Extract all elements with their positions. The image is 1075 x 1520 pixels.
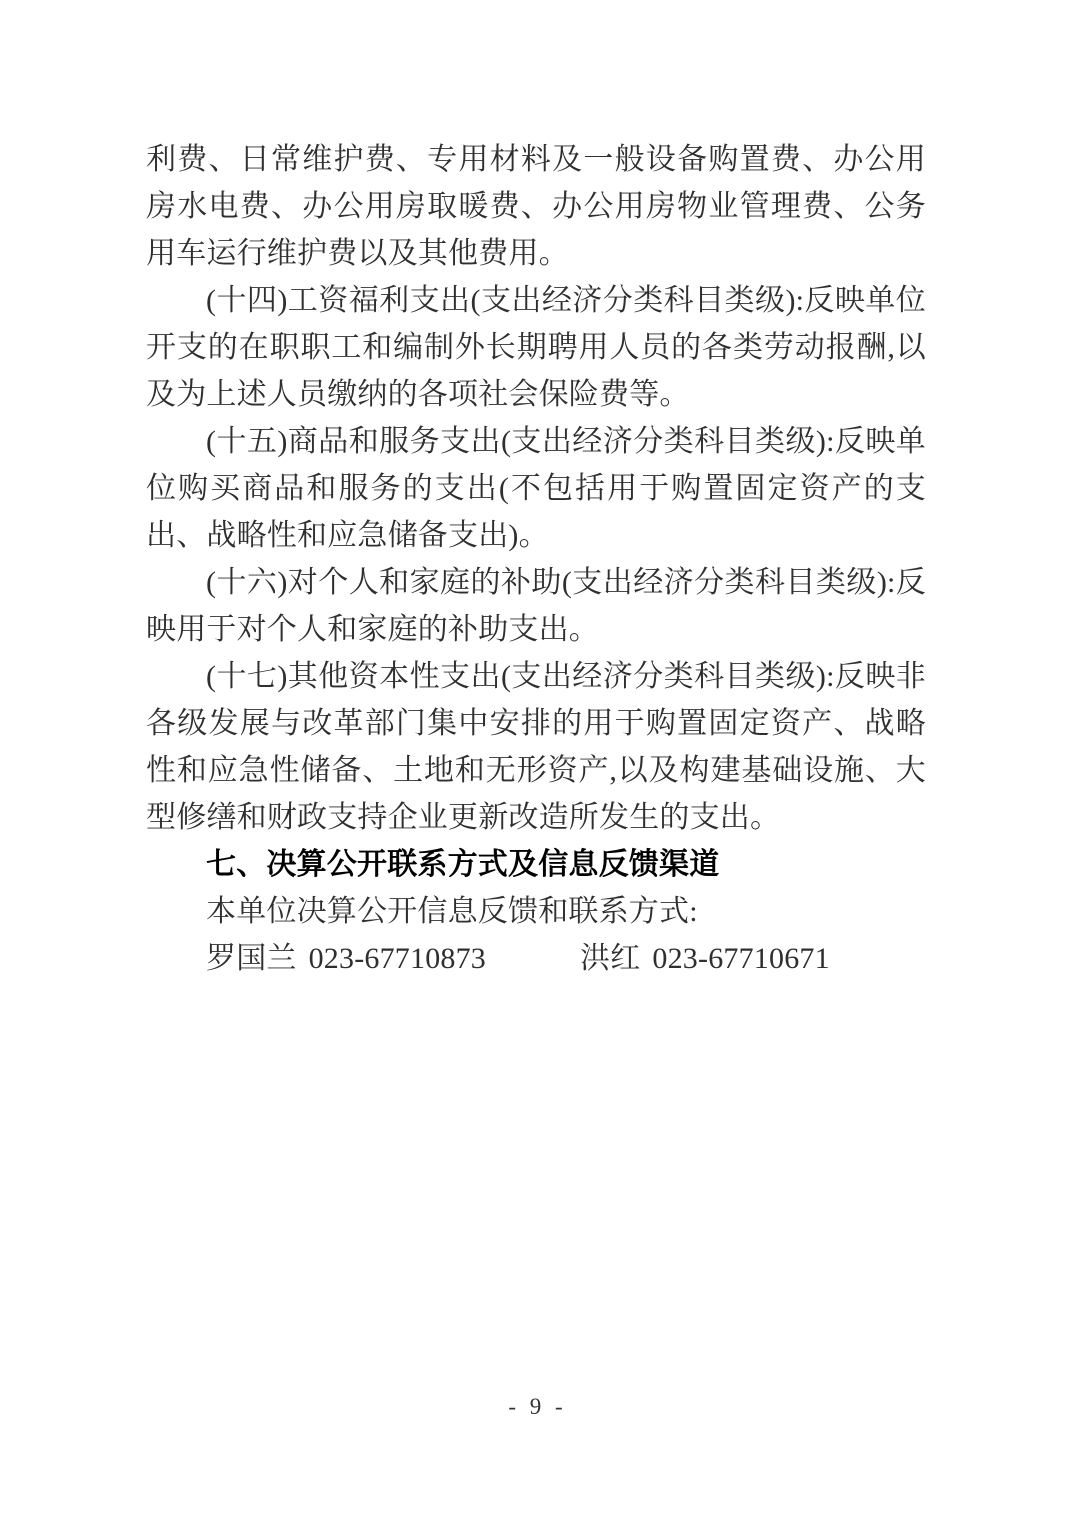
- document-body: [146, 136, 926, 982]
- contact-1-name: 罗国兰: [206, 942, 297, 975]
- contact-line: [146, 935, 926, 982]
- contact-1-phone: 023-67710873: [308, 942, 486, 975]
- page-footer: [0, 1392, 1075, 1422]
- contact-2-name: 洪红: [580, 942, 641, 975]
- paragraph-item-15-goods-services: (十五)商品和服务支出(支出经济分类科目类级):反映单位购买商品和服务的支出(不包括用于购置固定资产的支出、战略性和应急储备支出)。: [146, 425, 926, 552]
- paragraph-item-16-individual-family-subsidy: (十六)对个人和家庭的补助(支出经济分类科目类级):反映用于对个人和家庭的补助支出。: [146, 566, 926, 646]
- section-heading-contact-channels: 七、决算公开联系方式及信息反馈渠道: [206, 848, 720, 881]
- contact-2-phone: 023-67710671: [652, 942, 830, 975]
- contact-intro-line: 本单位决算公开信息反馈和联系方式:: [206, 895, 698, 928]
- page-number: - 9 -: [508, 1394, 567, 1419]
- paragraph-expense-continuation: 利费、日常维护费、专用材料及一般设备购置费、办公用房水电费、办公用房取暖费、办公用房物业管理费、公务用车运行维护费以及其他费用。: [146, 143, 926, 270]
- paragraph-item-14-wage-welfare: (十四)工资福利支出(支出经济分类科目类级):反映单位开支的在职职工和编制外长期聘用人员的各类劳动报酬,以及为上述人员缴纳的各项社会保险费等。: [146, 284, 926, 411]
- paragraph-item-17-other-capital-expenditure: (十七)其他资本性支出(支出经济分类科目类级):反映非各级发展与改革部门集中安排的用于购置固定资产、战略性和应急性储备、土地和无形资产,以及构建基础设施、大型修缮和财政支持企业更新改造所发生的支出。: [146, 660, 926, 834]
